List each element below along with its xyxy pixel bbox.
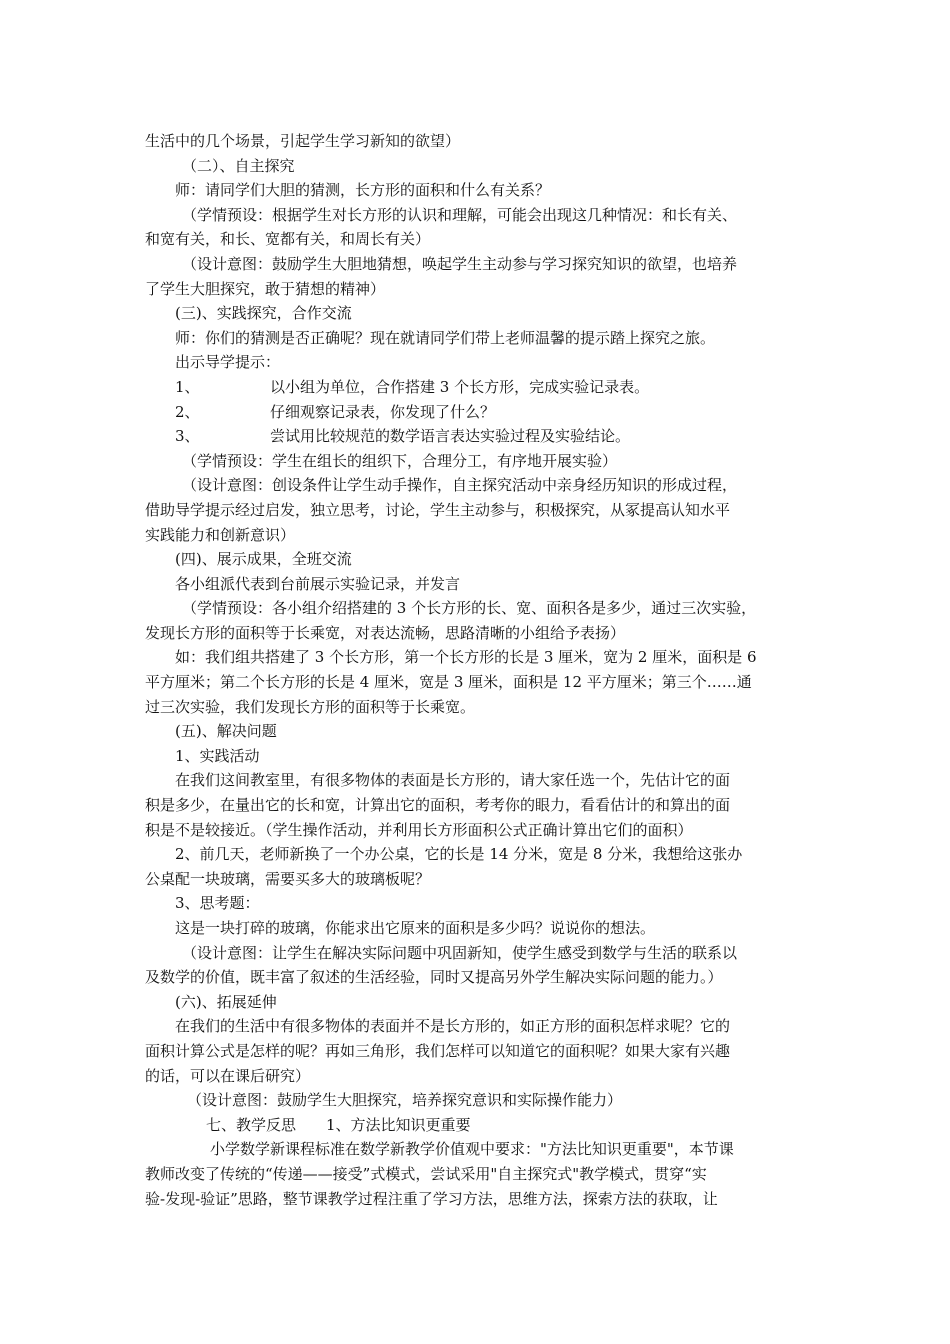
section-heading: 七、教学反思 1、方法比知识更重要 (206, 1115, 471, 1134)
text-line: 积是不是较接近。（学生操作活动，并利用长方形面积公式正确计算出它们的面积） (145, 820, 693, 839)
text-line: 公桌配一块玻璃，需要买多大的玻璃板呢？ (145, 869, 431, 888)
text-line: 1、实践活动 (175, 746, 260, 765)
text-line: 师：你们的猜测是否正确呢？现在就请同学们带上老师温馨的提示踏上探究之旅。 (175, 328, 716, 347)
text-line: 3、思考题： (175, 894, 260, 913)
text-line: 了学生大胆探究，敢于猜想的精神） (145, 279, 386, 298)
text-line: 的话，可以在课后研究） (145, 1066, 311, 1085)
list-item (145, 424, 815, 449)
text-line: 面积计算公式是怎样的呢？再如三角形，我们怎样可以知道它的面积呢？如果大家有兴趣 (145, 1041, 731, 1060)
text-line: 和宽有关，和长、宽都有关，和周长有关） (145, 230, 431, 249)
section-heading: (三)、实践探究，合作交流 (175, 304, 352, 323)
text-line: （设计意图：创设条件让学生动手操作，自主探究活动中亲身经历知识的形成过程， (182, 476, 738, 495)
text-line: （学情预设：各小组介绍搭建的 3 个长方形的长、宽、面积各是多少，通过三次实验， (182, 599, 757, 618)
list-item (145, 375, 815, 400)
section-heading: (六)、拓展延伸 (175, 992, 277, 1011)
text-line: 出示导学提示： (175, 353, 281, 372)
list-text: 以小组为单位，合作搭建 3 个长方形，完成实验记录表。 (270, 377, 650, 396)
text-line: 师：请同学们大胆的猜测，长方形的面积和什么有关系？ (175, 181, 551, 200)
text-line: 积是多少，在量出它的长和宽，计算出它的面积，考考你的眼力，看看估计的和算出的面 (145, 796, 731, 815)
text-line: 发现长方形的面积等于长乘宽，对表达流畅，思路清晰的小组给予表扬） (145, 623, 626, 642)
text-line: （设计意图：让学生在解决实际问题中巩固新知，使学生感受到数学与生活的联系以 (182, 943, 738, 962)
text-line: 小学数学新课程标准在数学新教学价值观中要求："方法比知识更重要"，本节课 (210, 1140, 734, 1159)
text-line: （设计意图：鼓励学生大胆探究，培养探究意识和实际操作能力） (187, 1091, 623, 1110)
list-text: 仔细观察记录表，你发现了什么？ (270, 402, 496, 421)
list-text: 尝试用比较规范的数学语言表达实验过程及实验结论。 (270, 427, 631, 446)
list-number: 1、 (175, 377, 200, 396)
text-line: （学情预设：根据学生对长方形的认识和理解，可能会出现这几种情况：和长有关、 (182, 205, 738, 224)
text-line: （学情预设：学生在组长的组织下，合理分工，有序地开展实验） (182, 451, 618, 470)
section-heading: (四)、展示成果，全班交流 (175, 550, 352, 569)
text-line: 2、前几天，老师新换了一个办公桌，它的长是 14 分米，宽是 8 分米，我想给这张办 (175, 845, 743, 864)
text-line: 如：我们组共搭建了 3 个长方形，第一个长方形的长是 3 厘米，宽为 2 厘米，面积是 6 (175, 648, 757, 667)
text-line: 过三次实验，我们发现长方形的面积等于长乘宽。 (145, 697, 476, 716)
list-number: 3、 (175, 427, 200, 446)
text-line: 在我们这间教室里，有很多物体的表面是长方形的，请大家任选一个，先估计它的面 (175, 771, 731, 790)
text-line: （设计意图：鼓励学生大胆地猜想，唤起学生主动参与学习探究知识的欲望，也培养 (182, 254, 738, 273)
list-number: 2、 (175, 402, 200, 421)
document-body (145, 129, 815, 1211)
text-line: 在我们的生活中有很多物体的表面并不是长方形的，如正方形的面积怎样求呢？它的 (175, 1017, 731, 1036)
text-line: 生活中的几个场景，引起学生学习新知的欲望） (145, 132, 461, 150)
text-line: 这是一块打碎的玻璃，你能求出它原来的面积是多少吗？说说你的想法。 (175, 919, 656, 937)
text-line: 教师改变了传统的“传递——接受”式模式，尝试采用"自主探究式"教学模式，贯穿“实 (145, 1164, 707, 1183)
text-line: 平方厘米；第二个长方形的长是 4 厘米，宽是 3 厘米，面积是 12 平方厘米；第三个……通 (145, 673, 752, 692)
text-line: 借助导学提示经过启发，独立思考，讨论，学生主动参与，积极探究，从冢提高认知水平 (145, 500, 731, 519)
text-line: 及数学的价值，既丰富了叙述的生活经验，同时又提高另外学生解决实际问题的能力。） (145, 968, 723, 987)
list-item (145, 400, 815, 425)
text-line: 验-发现-验证”思路，整节课教学过程注重了学习方法，思维方法，探索方法的获取，让 (145, 1189, 718, 1208)
section-heading: （二）、自主探究 (182, 156, 295, 175)
text-line: 实践能力和创新意识） (145, 525, 296, 544)
text-line: 各小组派代表到台前展示实验记录，并发言 (175, 574, 461, 593)
section-heading: (五)、解决问题 (175, 722, 277, 741)
